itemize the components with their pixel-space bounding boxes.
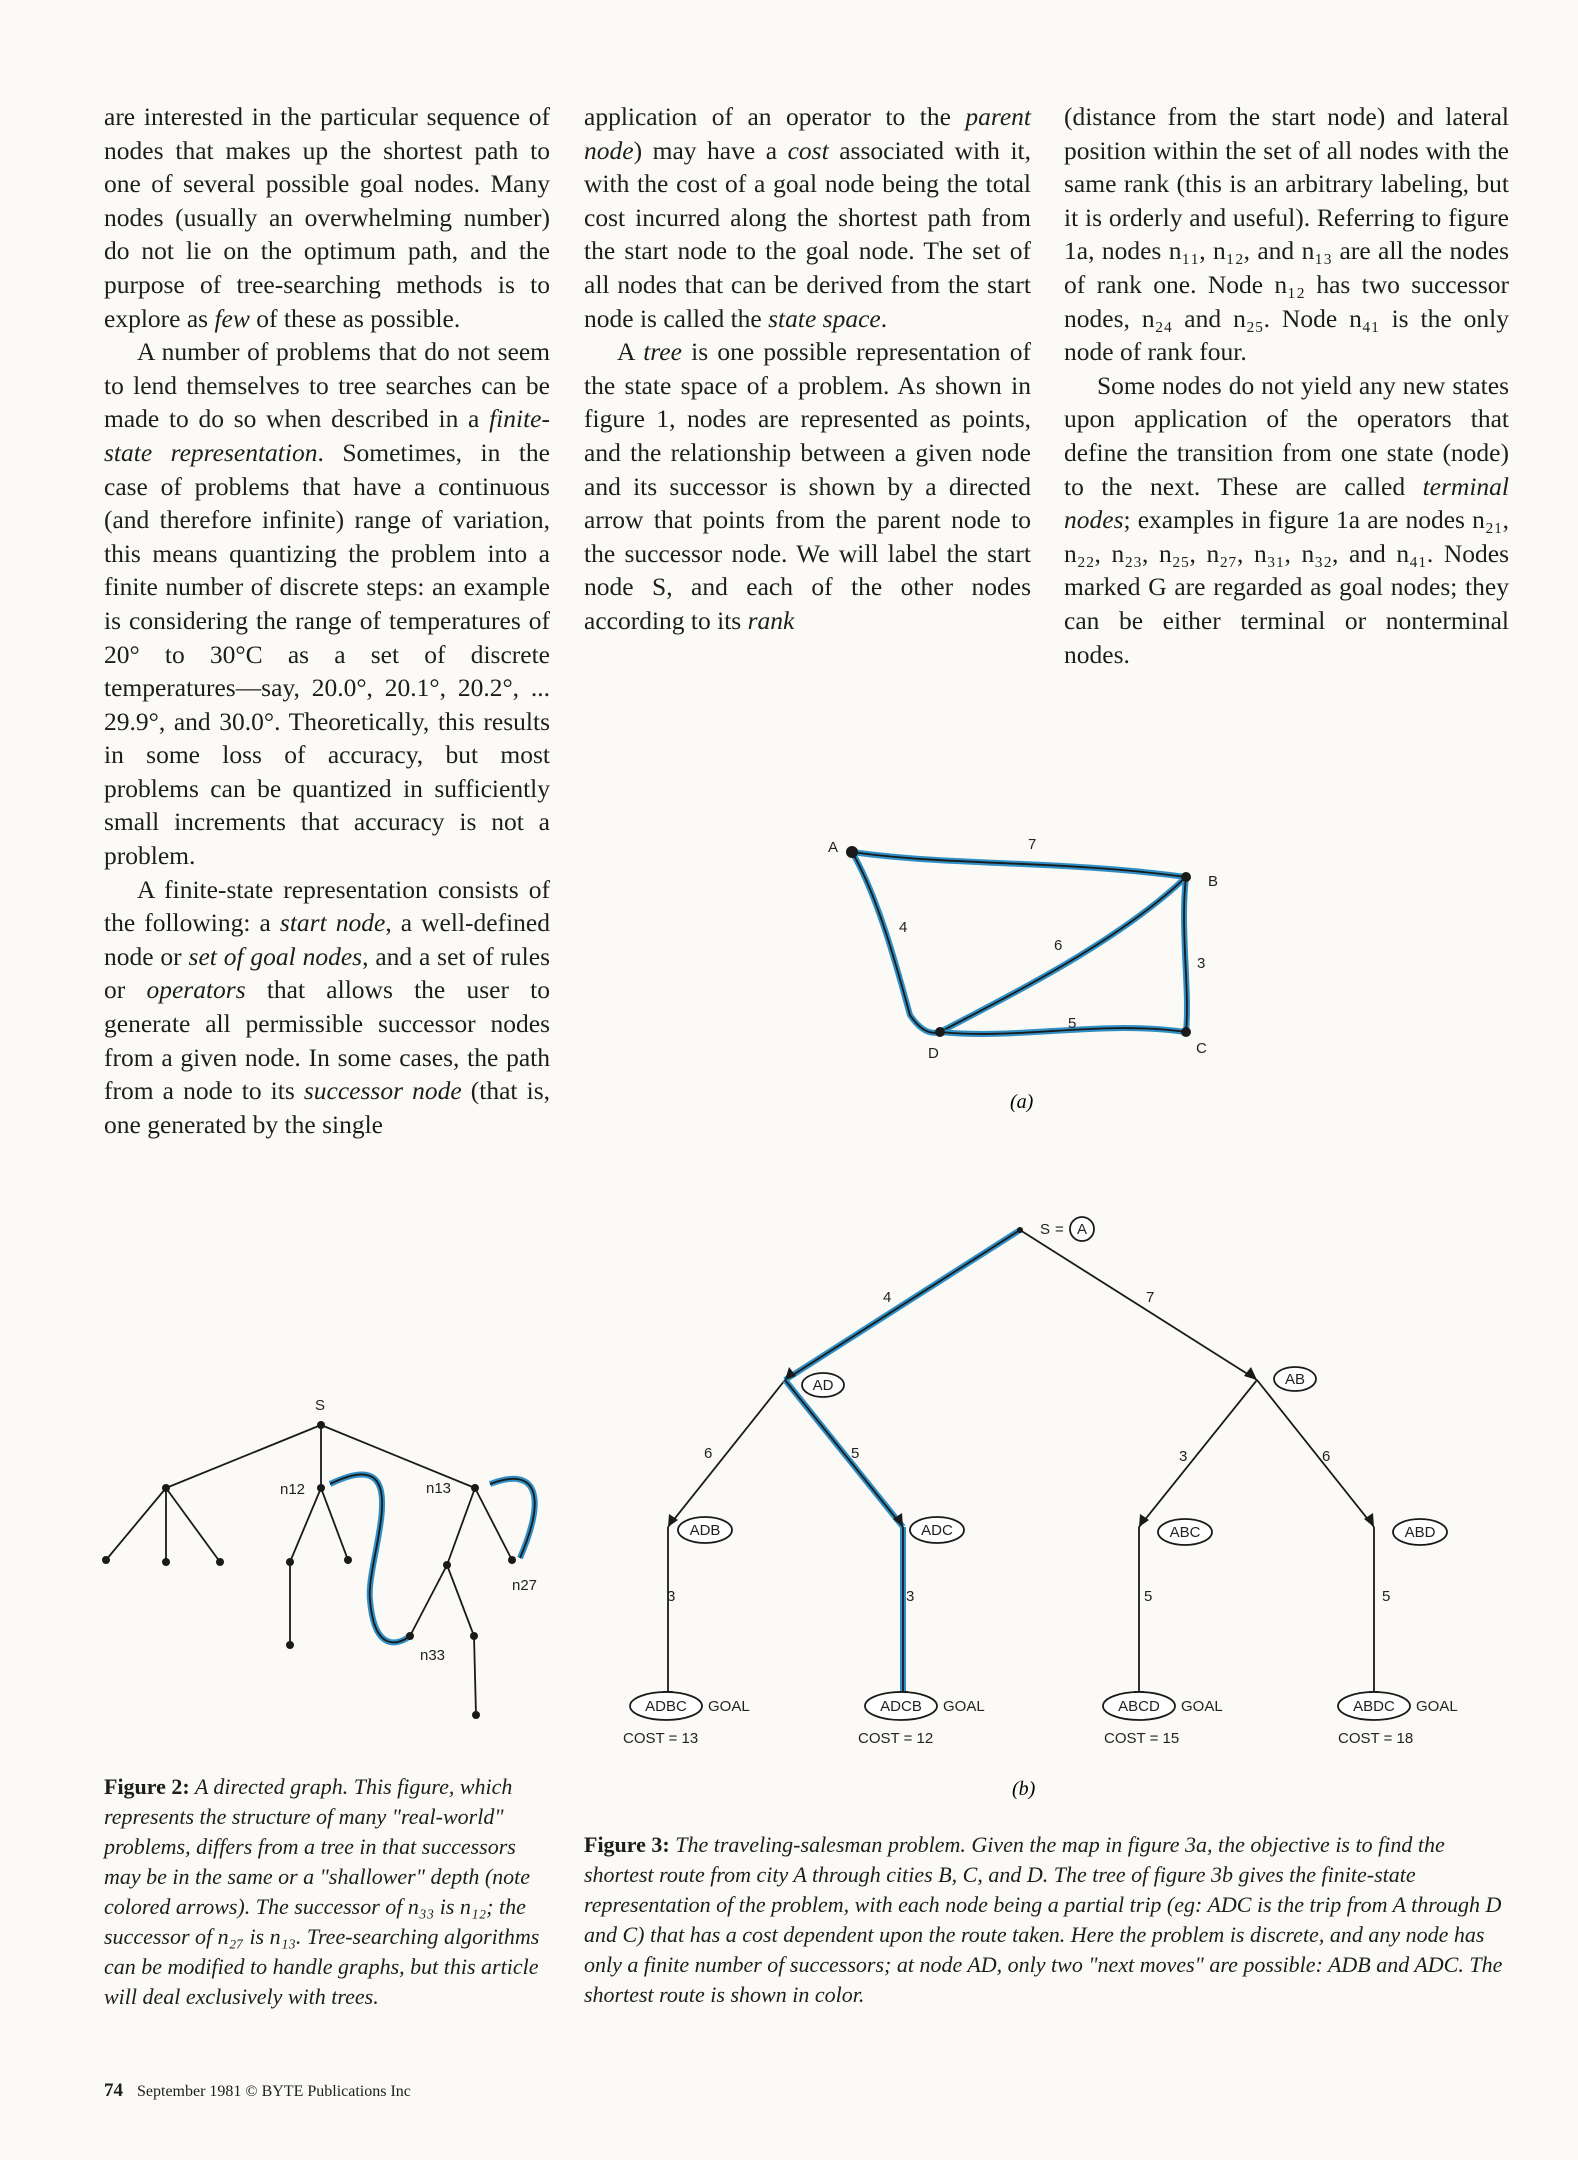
graph-label-n13: n13	[426, 1480, 452, 1497]
graph-edge	[447, 1565, 474, 1636]
weight-a-ab: 7	[1146, 1289, 1155, 1306]
emphasis: cost	[787, 135, 829, 165]
graph-back-edge-n27-n13	[490, 1479, 535, 1558]
tree-root-equals: =	[1055, 1221, 1064, 1238]
weight-a-ad: 4	[883, 1289, 892, 1306]
tree-node-ab: AB	[1284, 1371, 1306, 1388]
graph-label-n27: n27	[512, 1577, 538, 1594]
emphasis: state space	[768, 303, 881, 333]
graph-edge	[166, 1425, 321, 1488]
graph-label-s: S	[315, 1397, 326, 1414]
text-run: Some nodes do not yield any new states upon application of the operators that define the transition from one state (node) to the next. These are called	[1064, 370, 1509, 501]
graph-edge	[410, 1565, 447, 1636]
emphasis: tree	[643, 337, 682, 367]
tree-leaf-adcb: ADCB	[880, 1698, 922, 1715]
graph-label-n33: n33	[420, 1647, 446, 1664]
text-run: application of an operator to the	[584, 102, 966, 131]
text-run: A number of problems that do not seem to lend themselves to tree searches can be made to do so when described in a	[104, 337, 550, 434]
cost-label: COST = 18	[1338, 1730, 1414, 1747]
graph-edge	[447, 1488, 475, 1565]
map-label-c: C	[1196, 1040, 1207, 1057]
emphasis: start node	[279, 908, 386, 938]
text-run: , a well-defined node or	[104, 908, 550, 971]
graph-node-s	[317, 1421, 325, 1429]
graph-back-edge-n33-n12	[330, 1474, 410, 1642]
text-run: (that is, one generated by the single	[104, 1076, 550, 1139]
text-run: is one possible representation of the state space of a problem. As shown in figure 1, nodes are represented as points, and the relationship between a given node and its successor is shown by a directed arrow that points from the parent node to the successor node. We will label the start node S, and each of the other nodes according to its	[584, 337, 1031, 635]
text-run: .	[880, 303, 888, 333]
cost-label: COST = 12	[858, 1730, 934, 1747]
emphasis: successor node	[303, 1076, 462, 1106]
caption-text: A directed graph. This figure, which represents the structure of many "real-world" problems, differs from a tree in that successors may be in the same or a "shallower" depth (note colored arrows). The successor of n₃₃ is n₁₂; the successor of n₂₇ is n₁₃. Tree-searching algorithms can be modified to handle graphs, but this article will deal exclusively with trees.	[104, 1774, 540, 2009]
goal-label: GOAL	[943, 1698, 985, 1715]
weight-ab-abd: 6	[1322, 1448, 1331, 1465]
weight-ad-adc: 5	[851, 1445, 860, 1462]
graph-edge	[475, 1488, 512, 1560]
page-number: 74	[104, 2080, 123, 2101]
figure-3-caption	[584, 1830, 1514, 2010]
graph-edge	[106, 1488, 166, 1560]
text-run: , and a set of rules or	[104, 941, 551, 1005]
weight-adb-adbc: 3	[667, 1588, 676, 1605]
graph-node	[443, 1561, 451, 1569]
tree-leaf-adbc: ADBC	[645, 1698, 687, 1715]
emphasis: set of goal nodes	[188, 941, 363, 971]
tree-root-node: A	[1076, 1221, 1088, 1238]
graph-label-n12: n12	[280, 1481, 306, 1498]
tree-root-label: S	[1040, 1221, 1051, 1238]
graph-node	[286, 1558, 294, 1566]
graph-edge	[321, 1488, 348, 1560]
cost-label: COST = 13	[623, 1730, 699, 1747]
map-weight-ab: 7	[1028, 836, 1037, 853]
graph-node-n27	[508, 1556, 516, 1564]
graph-node	[216, 1558, 224, 1566]
weight-abc-abcd: 5	[1144, 1588, 1153, 1605]
text-run: A	[617, 337, 644, 367]
graph-node	[470, 1632, 478, 1640]
text-run: . Sometimes, in the case of problems that have a continuous (and therefore infinite) range of variation, this means quantizing the problem into a finite number of discrete steps: an example is considering the range of temperatures of 20° to 30°C as a set of discrete temperatures—say, 20.0°, 20.1°, 20.2°, ... 29.9°, and 30.0°. Theoretically, this results in some loss of accuracy, but most problems can be quantized in sufficiently small increments that accuracy is not a problem.	[104, 437, 550, 871]
text-run: that allows the user to generate all permissible successor nodes from a given node. In some cases, the path from a node to its	[104, 975, 550, 1106]
tree-leaf-abcd: ABCD	[1118, 1698, 1160, 1715]
caption-text: The traveling-salesman problem. Given the map in figure 3a, the objective is to find the shortest route from city A through cities B, C, and D. The tree of figure 3b gives the finite-state representation of the problem, with each node being a partial trip (eg: ADC is the trip from A through D and C) that has a cost dependent upon the route taken. Here the problem is discrete, and any node has only a finite number of successors; at node AD, only two "next moves" are possible: ADB and ADC. The shortest route is shown in color.	[584, 1832, 1503, 2007]
emphasis: operators	[146, 975, 246, 1005]
emphasis: rank	[747, 605, 795, 635]
graph-node	[472, 1711, 480, 1719]
emphasis: parent node	[584, 102, 1031, 165]
weight-ab-abc: 3	[1179, 1448, 1188, 1465]
graph-node-n12	[317, 1484, 325, 1492]
map-weight-ad: 4	[899, 919, 908, 936]
map-weight-db: 6	[1054, 937, 1063, 954]
graph-node	[162, 1484, 170, 1492]
graph-edge	[290, 1488, 321, 1562]
cost-label: COST = 15	[1104, 1730, 1180, 1747]
emphasis: terminal nodes	[1064, 471, 1509, 535]
page-footer	[104, 2080, 411, 2102]
graph-node	[102, 1556, 110, 1564]
footer-text: September 1981 © BYTE Publications Inc	[137, 2083, 411, 2100]
map-weight-bc: 3	[1197, 955, 1206, 972]
emphasis: finite-state representation	[104, 404, 550, 467]
graph-node-n13	[471, 1484, 479, 1492]
tree-node-ad: AD	[812, 1377, 834, 1394]
graph-node	[286, 1641, 294, 1649]
weight-adc-adcb: 3	[906, 1588, 915, 1605]
emphasis: few	[214, 303, 250, 333]
weight-ad-adb: 6	[704, 1445, 713, 1462]
text-run: of these as possible.	[249, 303, 461, 333]
text-run: ) may have a	[633, 135, 788, 165]
tree-node-abd: ABD	[1404, 1524, 1436, 1541]
weight-abd-abdc: 5	[1382, 1588, 1391, 1605]
map-label-d: D	[928, 1045, 939, 1062]
text-run: A finite-state representation consists of the following: a	[104, 874, 550, 938]
graph-node	[162, 1558, 170, 1566]
graph-edge	[474, 1636, 476, 1715]
caption-label: Figure 3:	[584, 1832, 670, 1857]
graph-node-n33	[406, 1632, 414, 1640]
text-run: ; examples in figure 1a are nodes n₂₁, n₂₂, n₂₃, n₂₅, n₂₇, n₃₁, n₃₂, and n₄₁. Nodes marked G are regarded as goal nodes; they can be either terminal or nonterminal nodes.	[1064, 505, 1509, 669]
text-run: are interested in the particular sequence of nodes that makes up the shortest path to one of several possible goal nodes. Many nodes (usually an overwhelming number) do not lie on the optimum path, and the purpose of tree-searching methods is to explore as	[104, 102, 550, 333]
goal-label: GOAL	[1416, 1698, 1458, 1715]
caption-label: Figure 2:	[104, 1774, 190, 1799]
map-label-b: B	[1208, 873, 1219, 890]
tree-node-adb: ADB	[689, 1522, 721, 1539]
goal-label: GOAL	[1181, 1698, 1223, 1715]
text-run: associated with it, with the cost of a goal node being the total cost incurred along the shortest path from the start node to the goal node. The set of all nodes that can be derived from the start node is called the	[584, 135, 1031, 333]
goal-label: GOAL	[708, 1698, 750, 1715]
graph-node	[344, 1556, 352, 1564]
figure-3b-sublabel: (b)	[1012, 1778, 1036, 1800]
tree-node-adc: ADC	[921, 1522, 953, 1539]
figure-2-caption	[104, 1772, 549, 2012]
figure-3a-sublabel: (a)	[1010, 1091, 1034, 1113]
map-weight-dc: 5	[1068, 1015, 1077, 1032]
graph-edge	[166, 1488, 220, 1562]
tree-node-abc: ABC	[1169, 1524, 1201, 1541]
map-label-a: A	[828, 839, 839, 856]
text-run: (distance from the start node) and lateral position within the set of all nodes with the same rank (this is an arbitrary labeling, but it is orderly and useful). Referring to figure 1a, nodes n₁₁, n₁₂, and n₁₃ are all the nodes of rank one. Node n₁₂ has two successor nodes, n₂₄ and n₂₅. Node n₄₁ is the only node of rank four.	[1064, 102, 1509, 367]
tree-leaf-abdc: ABDC	[1353, 1698, 1395, 1715]
